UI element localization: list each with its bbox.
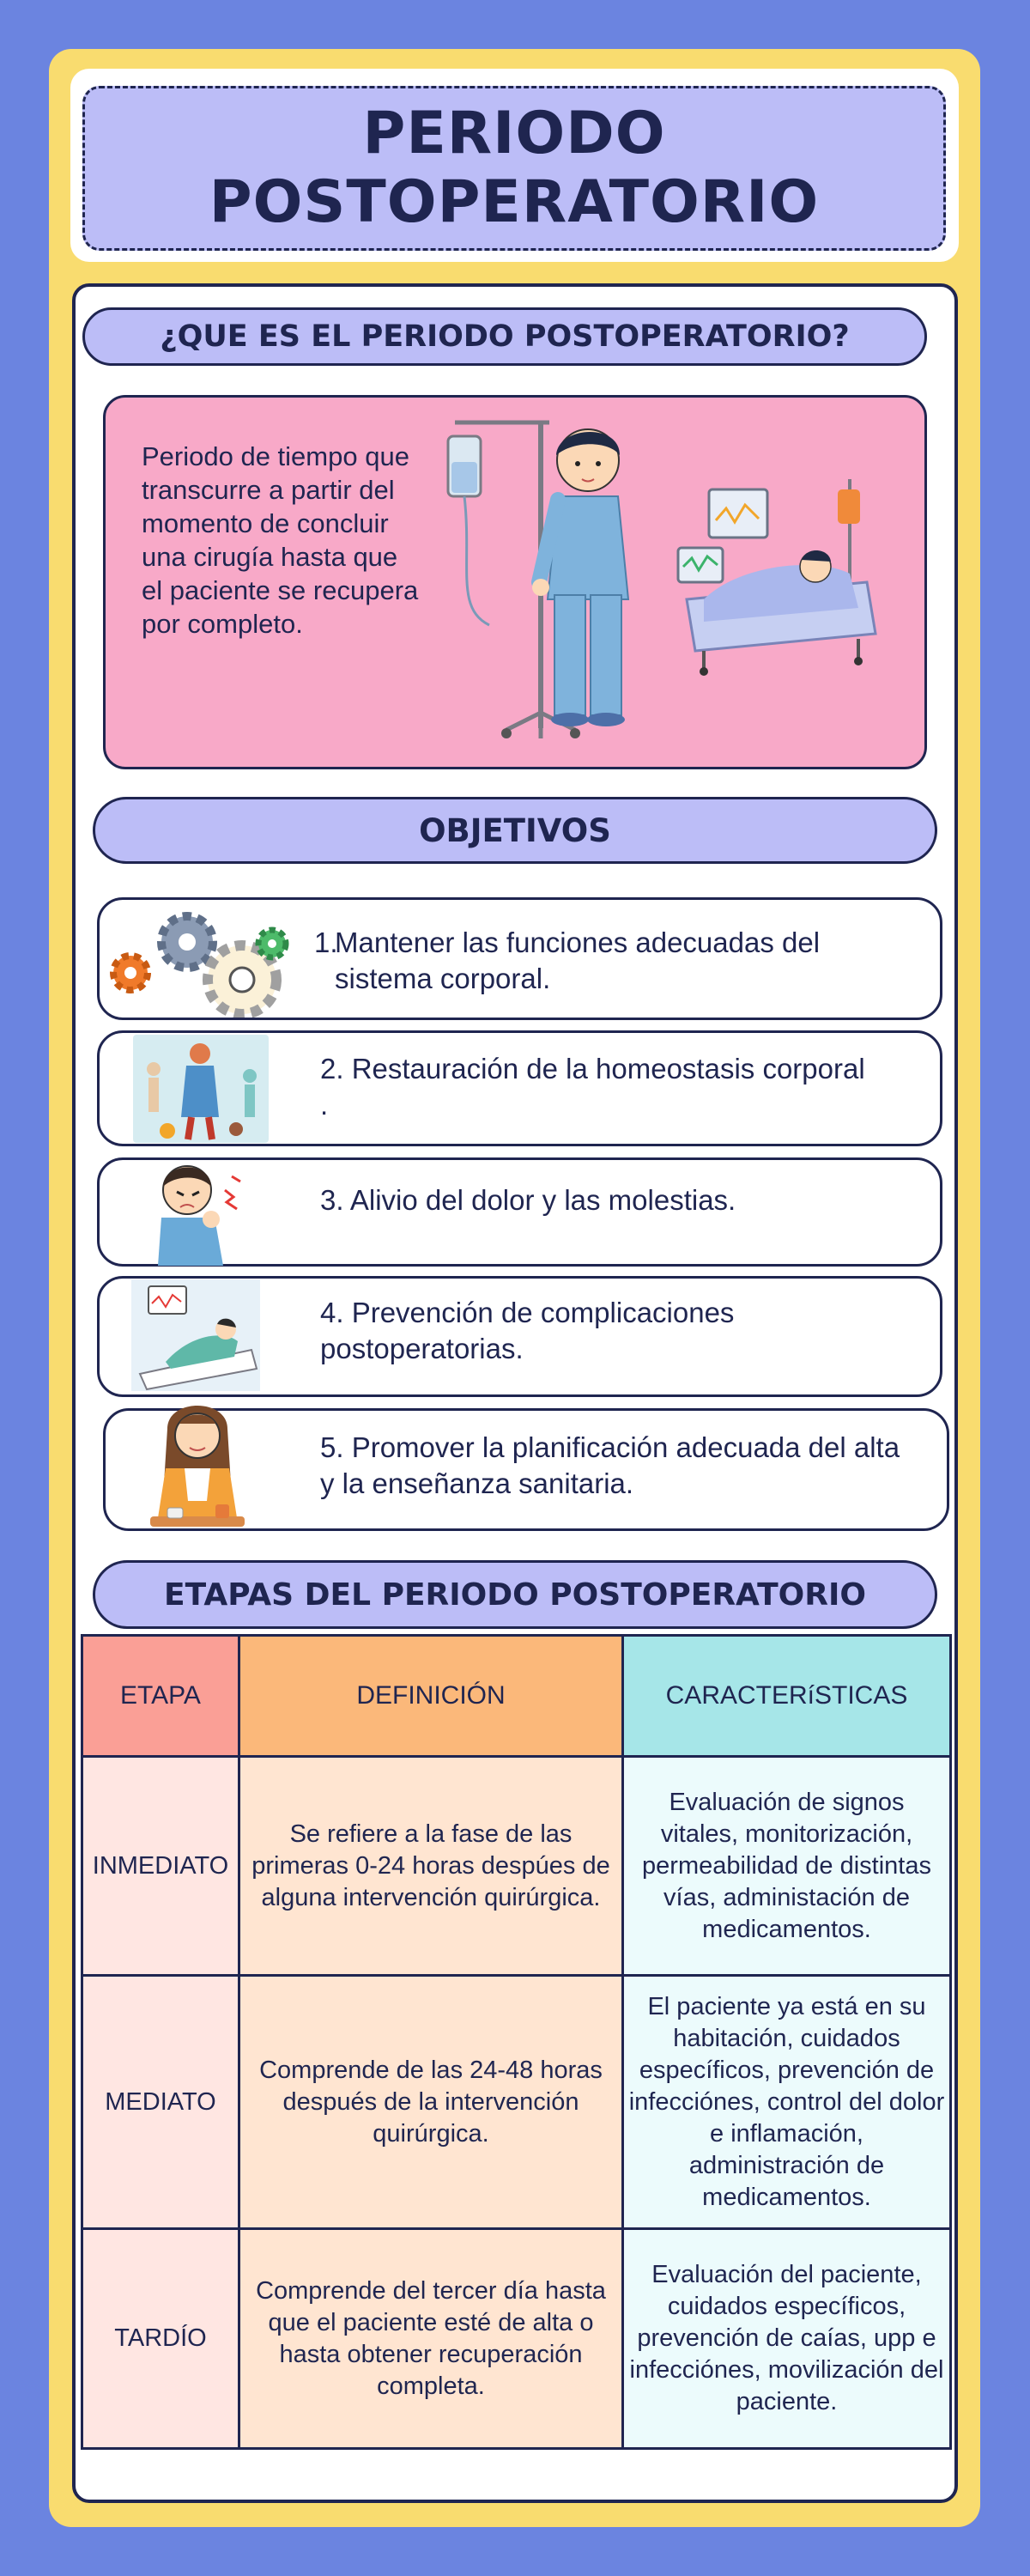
table-row [82, 2229, 951, 2449]
column-header-etapa: ETAPA [82, 1636, 239, 1757]
hospital-bed-icon [670, 471, 893, 677]
stage-features: El paciente ya está en su habitación, cuidados específicos, prevención de infecciónes, control del dolor e inflamación, administración de medicamentos. [623, 1976, 951, 2229]
what-is-heading [82, 307, 927, 366]
stages-heading [93, 1560, 937, 1629]
objective-text-1: Mantener las funciones adecuadas del sistema corporal. [335, 927, 821, 994]
stage-name: TARDÍO [82, 2229, 239, 2449]
objective-text-5: 5. Promover la planificación adecuada del alta y la enseñanza sanitaria. [320, 1431, 900, 1499]
gears-icon [105, 906, 294, 1018]
stage-name: MEDIATO [82, 1976, 239, 2229]
objective-text-4: 4. Prevención de complicaciones postoperatorias. [320, 1297, 735, 1364]
page-title [82, 86, 946, 251]
stage-features: Evaluación del paciente, cuidados específicos, prevención de caías, upp e infecciónes, movilización del paciente. [623, 2229, 951, 2449]
objective-number-1: 1. [314, 927, 338, 958]
title-line-1: PERIODO [362, 100, 666, 167]
objectives-heading-text: OBJETIVOS [419, 811, 611, 849]
stage-name: INMEDIATO [82, 1757, 239, 1976]
stages-heading-text: ETAPAS DEL PERIODO POSTOPERATORIO [164, 1577, 866, 1613]
iv-stand-patient-icon [438, 410, 644, 754]
stage-definition: Comprende del tercer día hasta que el paciente esté de alta o hasta obtener recuperación completa. [239, 2229, 623, 2449]
patient-monitor-icon [131, 1279, 260, 1391]
anatomy-icon [133, 1035, 269, 1143]
pain-icon [146, 1156, 258, 1267]
stages-table [81, 1634, 952, 2450]
objective-text-3: 3. Alivio del dolor y las molestias. [320, 1184, 736, 1216]
table-row [82, 1757, 951, 1976]
what-is-heading-text: ¿QUE ES EL PERIODO POSTOPERATORIO? [160, 319, 850, 354]
title-line-2: POSTOPERATORIO [209, 168, 820, 236]
definition-text: Periodo de tiempo que transcurre a partir del momento de concluir una cirugía hasta que el paciente se recupera por completo. [142, 441, 419, 639]
table-header-row [82, 1636, 951, 1757]
stage-definition: Se refiere a la fase de las primeras 0-24 horas despúes de alguna intervención quirúrgica. [239, 1757, 623, 1976]
column-header-definicion: DEFINICIÓN [239, 1636, 623, 1757]
objectives-heading [93, 797, 937, 864]
stage-definition: Comprende de las 24-48 horas después de la intervención quirúrgica. [239, 1976, 623, 2229]
stage-features: Evaluación de signos vitales, monitorización, permeabilidad de distintas vías, administación de medicamentos. [623, 1757, 951, 1976]
table-row [82, 1976, 951, 2229]
column-header-caracteristicas: CARACTERíSTICAS [623, 1636, 951, 1757]
nurse-icon [142, 1398, 253, 1535]
objective-text-2: 2. Restauración de la homeostasis corporal . [320, 1053, 865, 1121]
